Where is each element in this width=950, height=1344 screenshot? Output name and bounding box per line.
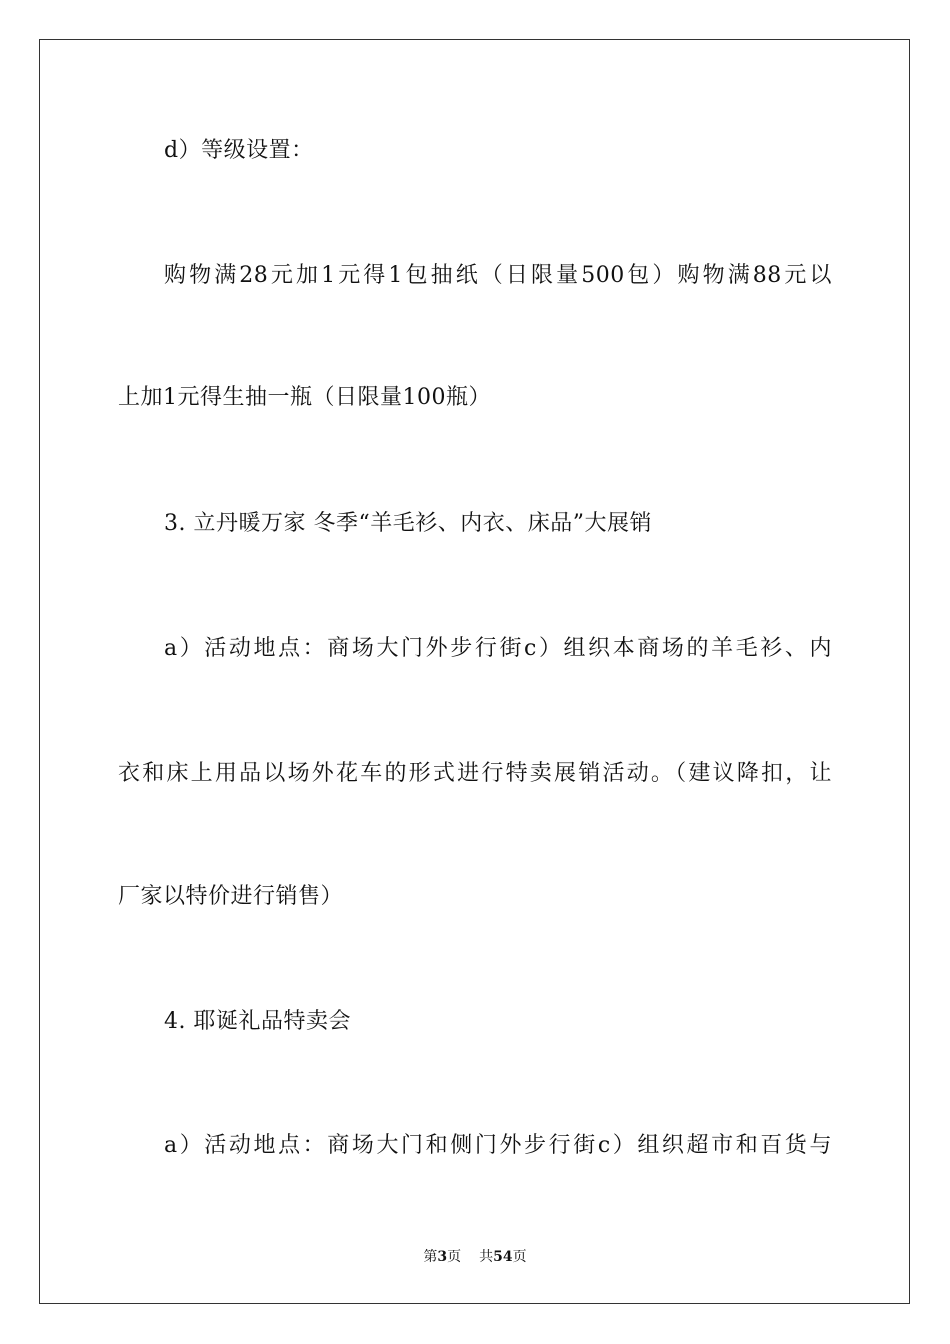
footer-page-suffix: 页 (447, 1249, 462, 1265)
paragraph-activity-3-line-2: 衣和床上用品以场外花车的形式进行特卖展销活动。（建议降扣，让 (118, 761, 832, 786)
footer-total-prefix: 共 (479, 1249, 494, 1265)
page-footer (0, 1248, 950, 1266)
footer-page-prefix: 第 (423, 1249, 438, 1265)
paragraph-activity-3-line-1: a）活动地点：商场大门外步行街c）组织本商场的羊毛衫、内 (164, 636, 832, 661)
footer-page-number: 3 (437, 1249, 448, 1265)
section-heading-4: 4. 耶诞礼品特卖会 (164, 1009, 351, 1034)
paragraph-grade-setting: d）等级设置： (164, 138, 314, 163)
section-heading-3: 3. 立丹暖万家 冬季“羊毛衫、内衣、床品”大展销 (164, 511, 652, 536)
footer-total-suffix: 页 (512, 1249, 527, 1265)
footer-total-number: 54 (493, 1249, 513, 1265)
page-border (39, 39, 910, 1304)
paragraph-activity-4-line-1: a）活动地点：商场大门和侧门外步行街c）组织超市和百货与 (164, 1133, 832, 1158)
paragraph-purchase-line-1: 购物满28元加1元得1包抽纸（日限量500包）购物满88元以 (164, 263, 832, 288)
paragraph-purchase-line-2: 上加1元得生抽一瓶（日限量100瓶） (118, 385, 491, 410)
paragraph-activity-3-line-3: 厂家以特价进行销售） (118, 884, 344, 909)
